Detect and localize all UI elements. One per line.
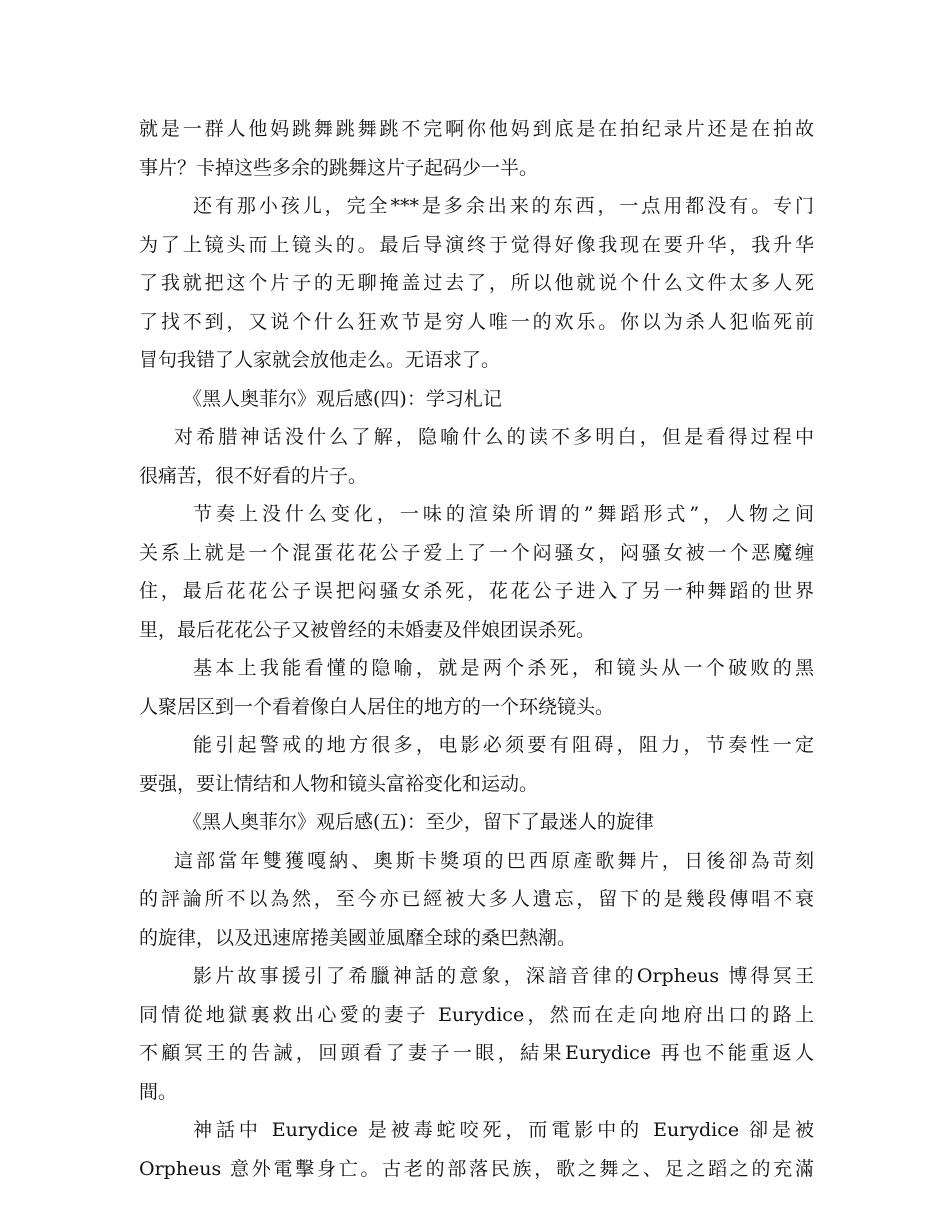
document-page [139,110,814,1188]
paragraph-line: 的評論所不以為然，至今亦已經被大多人遺忘，留下的是幾段傳唱不衰 [139,888,814,910]
paragraph-line: 要强，要让情结和人物和镜头富裕变化和运动。 [139,772,539,795]
paragraph-line: 就是一群人他妈跳舞跳舞跳不完啊你他妈到底是在拍纪录片还是在拍故 [139,118,814,140]
paragraph-line: 神話中 Eurydice 是被毒蛇咬死，而電影中的 Eurydice 卻是被 [193,1119,814,1141]
paragraph-line: 事片？卡掉这些多余的跳舞这片子起码少一半。 [139,156,539,179]
paragraph-line: 基本上我能看懂的隐喻，就是两个杀死，和镜头从一个破败的黑 [193,657,814,679]
paragraph-line: 了我就把这个片子的无聊掩盖过去了，所以他就说个什么文件太多人死 [139,272,814,294]
paragraph-line: 为了上镜头而上镜头的。最后导演终于觉得好像我现在要升华，我升华 [139,233,814,256]
paragraph-line: 這部當年雙獲嘎納、奧斯卡獎項的巴西原產歌舞片，日後卻為苛刻 [174,849,814,872]
paragraph-line: 影片故事援引了希臘神話的意象，深諳音律的Orpheus 博得冥王 [193,965,814,987]
paragraph-line: Orpheus 意外電擊身亡。古老的部落民族，歌之舞之、足之蹈之的充滿 [139,1157,814,1180]
paragraph-line: 間。 [139,1080,178,1103]
paragraph-line: 不顧冥王的告誡，回頭看了妻子一眼，結果Eurydice 再也不能重返人 [139,1042,814,1064]
paragraph-line: 的旋律，以及迅速席捲美國並風靡全球的桑巴熱潮。 [139,926,577,949]
paragraph-line: 还有那小孩儿，完全***是多余出来的东西，一点用都没有。专门 [193,195,814,217]
paragraph-line: 同情從地獄裏救出心愛的妻子 Eurydice，然而在走向地府出口的路上 [139,1003,814,1026]
paragraph-line: 了找不到，又说个什么狂欢节是穷人唯一的欢乐。你以为杀人犯临死前 [139,310,814,333]
paragraph-line: 能引起警戒的地方很多，电影必须要有阻碍，阻力，节奏性一定 [193,734,814,756]
paragraph-line: 里，最后花花公子又被曾经的未婚妻及伴娘团误杀死。 [139,618,596,641]
paragraph-line: 关系上就是一个混蛋花花公子爱上了一个闷骚女，闷骚女被一个恶魔缠 [139,541,814,564]
section-heading: 《黑人奥菲尔》观后感(五)：至少，留下了最迷人的旋律 [183,811,654,833]
paragraph-line: 冒句我错了人家就会放他走么。无语求了。 [139,349,501,371]
section-heading: 《黑人奥菲尔》观后感(四)：学习札记 [183,387,502,410]
paragraph-line: 对希腊神话没什么了解，隐喻什么的读不多明白，但是看得过程中 [174,426,814,448]
paragraph-line: 住，最后花花公子误把闷骚女杀死，花花公子进入了另一种舞蹈的世界 [139,580,814,602]
paragraph-line: 很痛苦，很不好看的片子。 [139,464,368,487]
paragraph-line: 节奏上没什么变化，一味的渲染所谓的”舞蹈形式”，人物之间 [193,503,814,525]
paragraph-line: 人聚居区到一个看着像白人居住的地方的一个环绕镜头。 [139,695,615,718]
